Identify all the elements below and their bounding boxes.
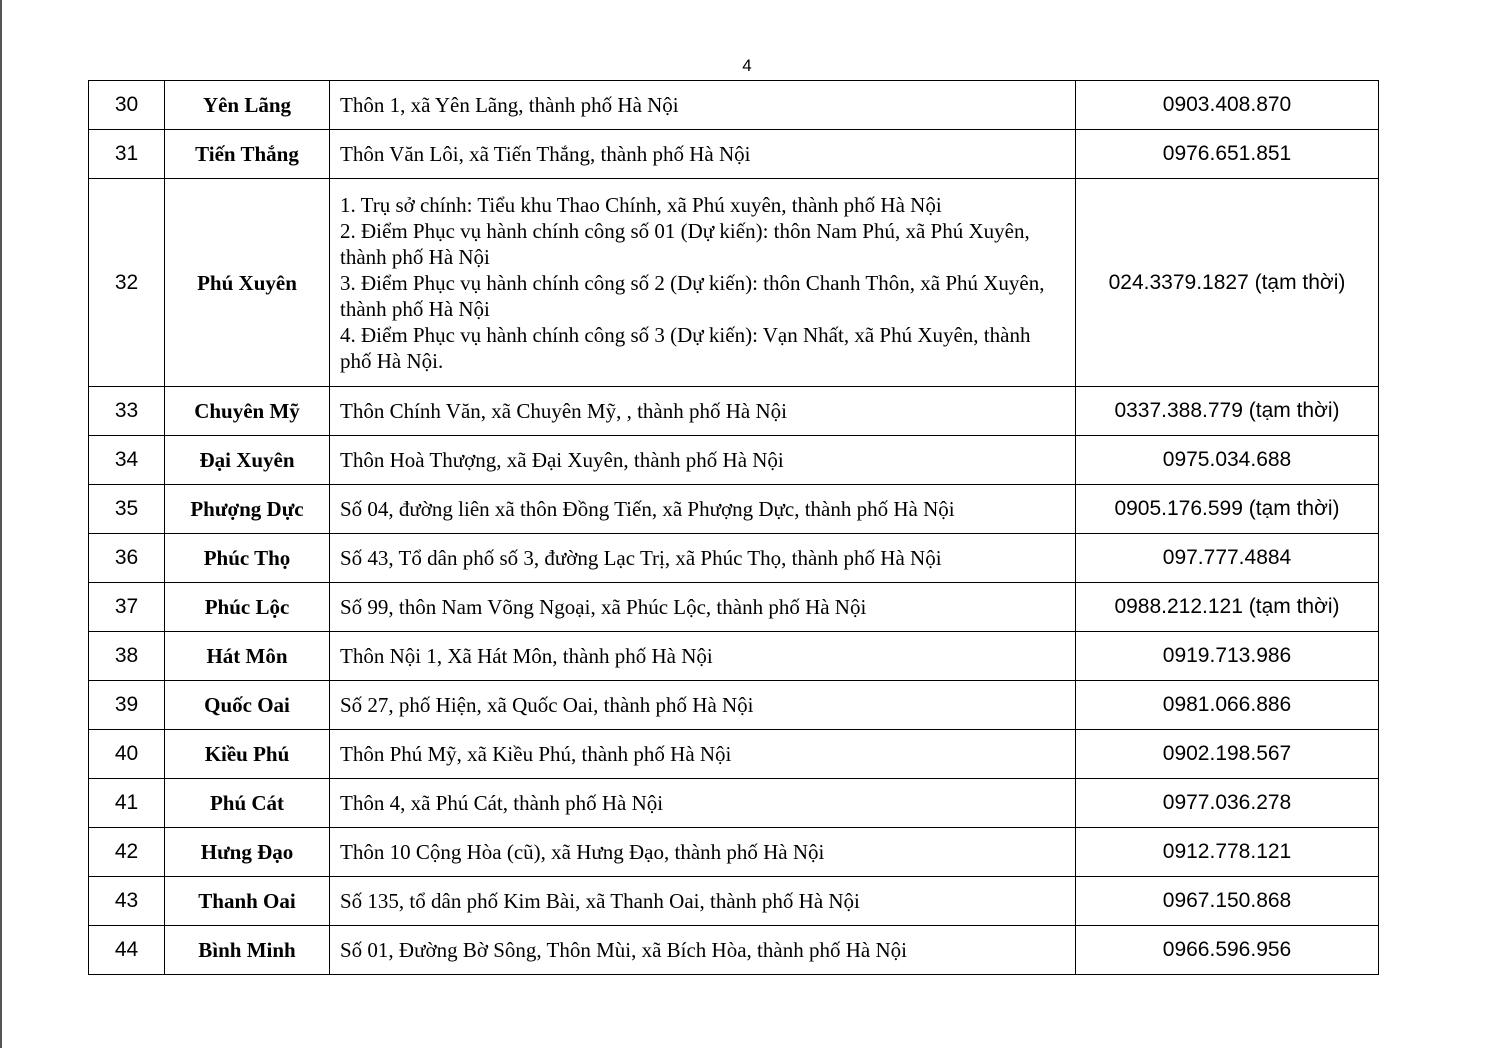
unit-phone: 0337.388.779 (tạm thời) — [1076, 387, 1379, 436]
table-row — [89, 436, 1379, 485]
row-number: 44 — [89, 926, 165, 975]
table-row — [89, 877, 1379, 926]
table-row — [89, 681, 1379, 730]
unit-name: Hát Môn — [165, 632, 330, 681]
unit-address: Thôn 1, xã Yên Lãng, thành phố Hà Nội — [330, 81, 1076, 130]
unit-name: Phượng Dực — [165, 485, 330, 534]
unit-address: Số 01, Đường Bờ Sông, Thôn Mùi, xã Bích Hòa, thành phố Hà Nội — [330, 926, 1076, 975]
unit-phone: 097.777.4884 — [1076, 534, 1379, 583]
unit-name: Thanh Oai — [165, 877, 330, 926]
unit-phone: 0988.212.121 (tạm thời) — [1076, 583, 1379, 632]
table-row — [89, 779, 1379, 828]
unit-name: Bình Minh — [165, 926, 330, 975]
table-row — [89, 179, 1379, 387]
unit-name: Kiều Phú — [165, 730, 330, 779]
table-row — [89, 387, 1379, 436]
address-line: 2. Điểm Phục vụ hành chính công số 01 (Dự kiến): thôn Nam Phú, xã Phú Xuyên, thành phố Hà Nội — [340, 218, 1030, 269]
unit-address: Thôn Nội 1, Xã Hát Môn, thành phố Hà Nội — [330, 632, 1076, 681]
unit-address: Số 04, đường liên xã thôn Đồng Tiến, xã Phượng Dực, thành phố Hà Nội — [330, 485, 1076, 534]
unit-name: Phú Cát — [165, 779, 330, 828]
table-row — [89, 534, 1379, 583]
row-number: 31 — [89, 130, 165, 179]
row-number: 38 — [89, 632, 165, 681]
unit-name: Yên Lãng — [165, 81, 330, 130]
row-number: 40 — [89, 730, 165, 779]
unit-phone: 0902.198.567 — [1076, 730, 1379, 779]
unit-phone: 024.3379.1827 (tạm thời) — [1076, 179, 1379, 387]
row-number: 32 — [89, 179, 165, 387]
address-line: 4. Điểm Phục vụ hành chính công số 3 (Dự kiến): Vạn Nhất, xã Phú Xuyên, thành phố Hà Nội. — [340, 322, 1031, 373]
unit-phone: 0903.408.870 — [1076, 81, 1379, 130]
unit-phone: 0967.150.868 — [1076, 877, 1379, 926]
unit-phone: 0975.034.688 — [1076, 436, 1379, 485]
unit-phone: 0966.596.956 — [1076, 926, 1379, 975]
table-row — [89, 583, 1379, 632]
unit-phone: 0919.713.986 — [1076, 632, 1379, 681]
row-number: 39 — [89, 681, 165, 730]
unit-address: Số 135, tổ dân phố Kim Bài, xã Thanh Oai, thành phố Hà Nội — [330, 877, 1076, 926]
table-row — [89, 926, 1379, 975]
row-number: 33 — [89, 387, 165, 436]
unit-address: Số 43, Tổ dân phố số 3, đường Lạc Trị, xã Phúc Thọ, thành phố Hà Nội — [330, 534, 1076, 583]
row-number: 34 — [89, 436, 165, 485]
unit-name: Hưng Đạo — [165, 828, 330, 877]
unit-phone: 0912.778.121 — [1076, 828, 1379, 877]
row-number: 37 — [89, 583, 165, 632]
table-row — [89, 130, 1379, 179]
unit-name: Phúc Lộc — [165, 583, 330, 632]
row-number: 36 — [89, 534, 165, 583]
unit-name: Quốc Oai — [165, 681, 330, 730]
unit-address: Số 99, thôn Nam Võng Ngoại, xã Phúc Lộc, thành phố Hà Nội — [330, 583, 1076, 632]
unit-address: Thôn Văn Lôi, xã Tiến Thắng, thành phố Hà Nội — [330, 130, 1076, 179]
row-number: 42 — [89, 828, 165, 877]
page-number: 4 — [742, 56, 752, 75]
unit-address: Thôn Phú Mỹ, xã Kiều Phú, thành phố Hà Nội — [330, 730, 1076, 779]
unit-address: Số 27, phố Hiện, xã Quốc Oai, thành phố Hà Nội — [330, 681, 1076, 730]
unit-name: Phúc Thọ — [165, 534, 330, 583]
unit-address: Thôn Hoà Thượng, xã Đại Xuyên, thành phố Hà Nội — [330, 436, 1076, 485]
table-row — [89, 828, 1379, 877]
unit-address-list — [330, 179, 1076, 387]
table-row — [89, 632, 1379, 681]
unit-name: Chuyên Mỹ — [165, 387, 330, 436]
unit-address: Thôn 10 Cộng Hòa (cũ), xã Hưng Đạo, thành phố Hà Nội — [330, 828, 1076, 877]
unit-phone: 0981.066.886 — [1076, 681, 1379, 730]
unit-name: Tiến Thắng — [165, 130, 330, 179]
table-row — [89, 81, 1379, 130]
page-left-border — [0, 0, 2, 1048]
unit-name: Đại Xuyên — [165, 436, 330, 485]
row-number: 35 — [89, 485, 165, 534]
unit-address: Thôn 4, xã Phú Cát, thành phố Hà Nội — [330, 779, 1076, 828]
table-row — [89, 730, 1379, 779]
row-number: 30 — [89, 81, 165, 130]
address-line: 1. Trụ sở chính: Tiểu khu Thao Chính, xã Phú xuyên, thành phố Hà Nội — [340, 192, 942, 217]
unit-phone: 0977.036.278 — [1076, 779, 1379, 828]
table-row — [89, 485, 1379, 534]
unit-phone: 0905.176.599 (tạm thời) — [1076, 485, 1379, 534]
row-number: 43 — [89, 877, 165, 926]
row-number: 41 — [89, 779, 165, 828]
unit-phone: 0976.651.851 — [1076, 130, 1379, 179]
administrative-units-table — [88, 80, 1379, 975]
unit-address: Thôn Chính Văn, xã Chuyên Mỹ, , thành phố Hà Nội — [330, 387, 1076, 436]
unit-name: Phú Xuyên — [165, 179, 330, 387]
address-line: 3. Điểm Phục vụ hành chính công số 2 (Dự kiến): thôn Chanh Thôn, xã Phú Xuyên, thành phố Hà Nội — [340, 270, 1045, 321]
